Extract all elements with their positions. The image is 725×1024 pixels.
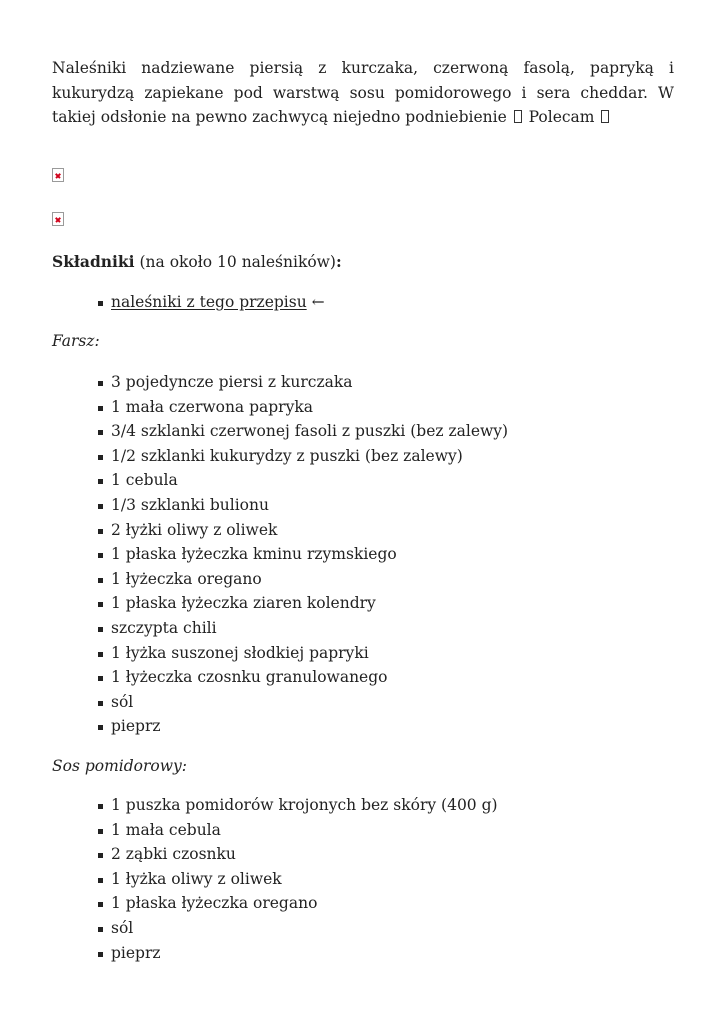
missing-glyph-icon (601, 110, 609, 123)
list-item: szczypta chili (98, 616, 508, 641)
missing-glyph-icon (514, 110, 522, 123)
intro-paragraph (52, 56, 674, 130)
list-item: 1 łyżka suszonej słodkiej papryki (98, 641, 508, 666)
list-item: 1 płaska łyżeczka kminu rzymskiego (98, 542, 508, 567)
list-item: 2 łyżki oliwy z oliwek (98, 518, 508, 543)
list-item: 1 płaska łyżeczka ziaren kolendry (98, 591, 508, 616)
list-item: 1/2 szklanki kukurydzy z puszki (bez zalewy) (98, 444, 508, 469)
list-item: 3/4 szklanki czerwonej fasoli z puszki (bez zalewy) (98, 419, 508, 444)
list-item: 1 mała czerwona papryka (98, 395, 508, 420)
list-item: 1 mała cebula (98, 818, 498, 843)
broken-image-icon (52, 168, 64, 182)
filling-title: Farsz: (52, 332, 100, 350)
list-item: 1 puszka pomidorów krojonych bez skóry (400 g) (98, 793, 498, 818)
list-item: 1 łyżeczka czosnku granulowanego (98, 665, 508, 690)
list-item: 1 cebula (98, 468, 508, 493)
list-item: pieprz (98, 941, 498, 966)
recipe-link[interactable]: naleśniki z tego przepisu (111, 293, 307, 311)
list-item: sól (98, 916, 498, 941)
ingredients-heading-bold: Składniki (52, 252, 135, 271)
list-item: sól (98, 690, 508, 715)
list-item: 2 ząbki czosnku (98, 842, 498, 867)
list-item: 1/3 szklanki bulionu (98, 493, 508, 518)
intro-recommend-text: Polecam (523, 108, 600, 126)
broken-image-icon (52, 212, 64, 226)
ingredients-heading-colon: : (335, 252, 342, 271)
arrow-icon: ← (306, 293, 325, 311)
list-item: 1 płaska łyżeczka oregano (98, 891, 498, 916)
sauce-title: Sos pomidorowy: (52, 757, 187, 775)
list-item (98, 290, 325, 315)
crepes-list (98, 290, 325, 315)
filling-list (98, 370, 508, 739)
list-item: 3 pojedyncze piersi z kurczaka (98, 370, 508, 395)
ingredients-heading-note: (na około 10 naleśników) (134, 253, 336, 271)
list-item: 1 łyżeczka oregano (98, 567, 508, 592)
sauce-list (98, 793, 498, 965)
intro-text: Naleśniki nadziewane piersią z kurczaka, czerwoną fasolą, papryką i kukurydzą zapiekane pod warstwą sosu pomidorowego i sera cheddar. W takiej odsłonie na pewno zachwycą niejedno podniebienie (52, 59, 674, 126)
list-item: pieprz (98, 714, 508, 739)
ingredients-heading (52, 250, 342, 274)
list-item: 1 łyżka oliwy z oliwek (98, 867, 498, 892)
